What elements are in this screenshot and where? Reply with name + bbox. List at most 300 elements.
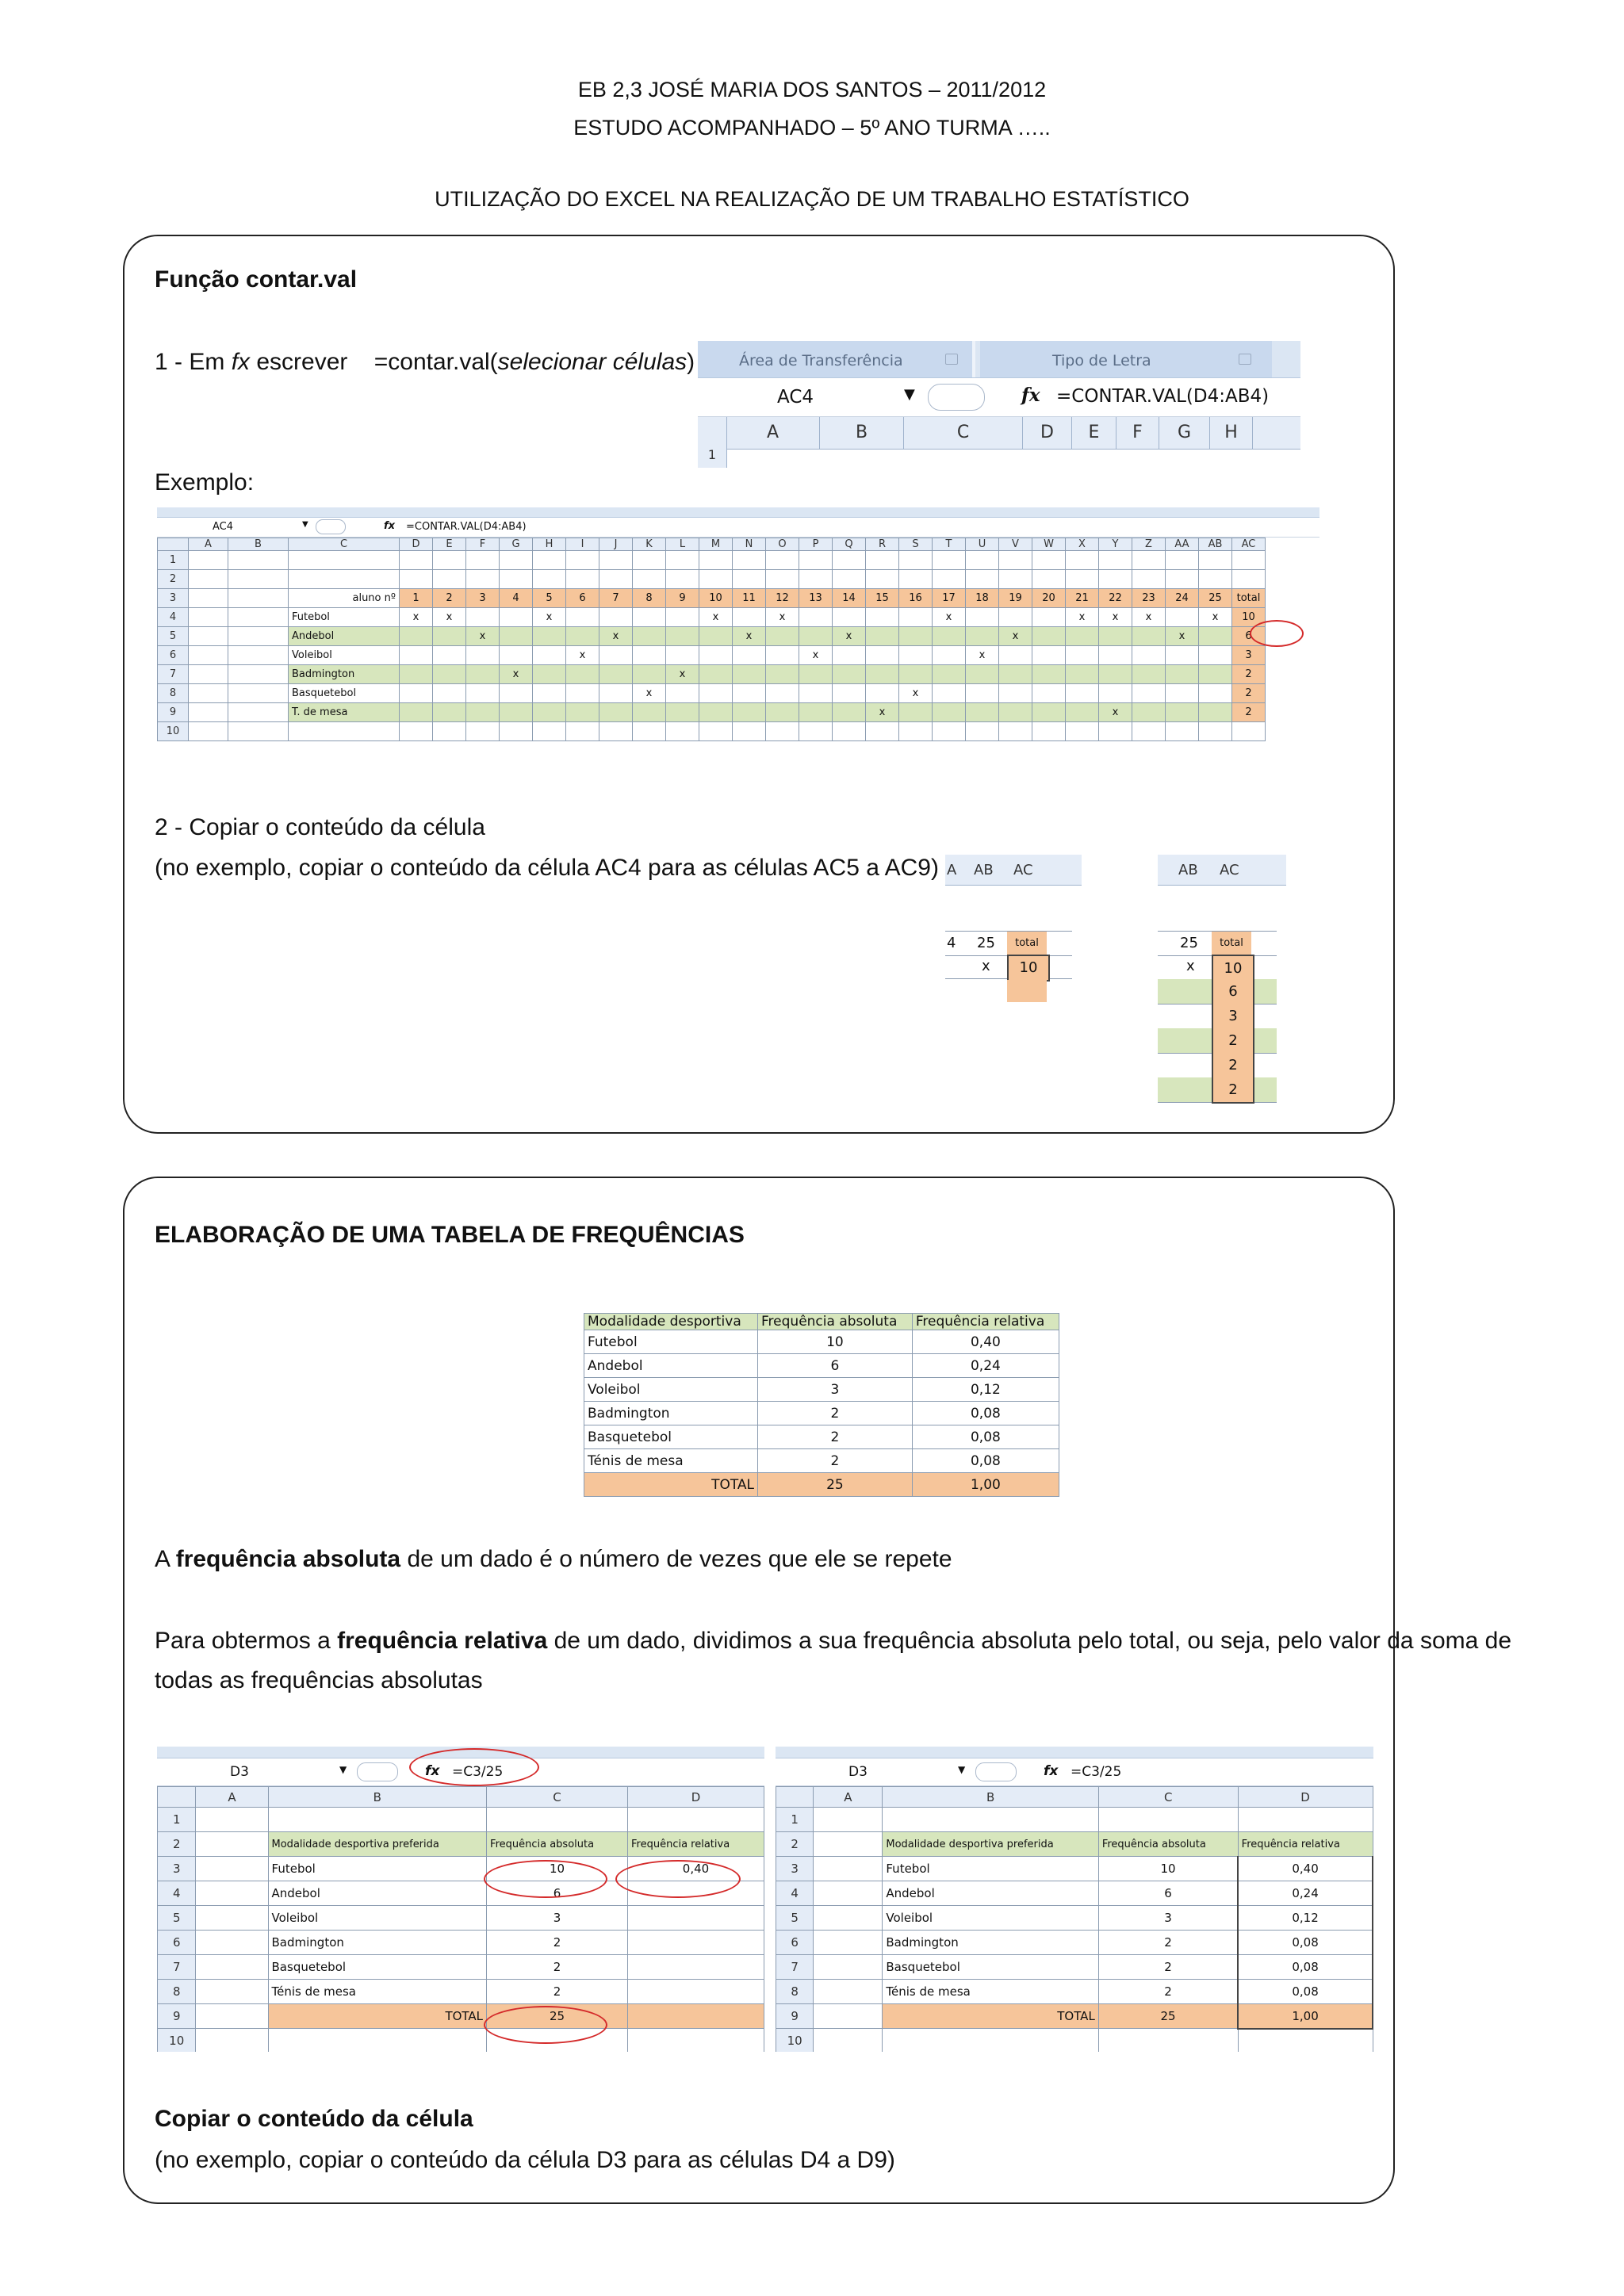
- cell[interactable]: [599, 570, 633, 589]
- column-header[interactable]: B: [268, 1787, 487, 1808]
- cell[interactable]: [189, 589, 228, 608]
- cell[interactable]: [814, 2004, 883, 2029]
- cell[interactable]: 2: [1098, 1931, 1238, 1955]
- cell[interactable]: [228, 646, 289, 665]
- cell[interactable]: [933, 684, 966, 703]
- cell[interactable]: 3: [1098, 1906, 1238, 1931]
- cell[interactable]: [999, 551, 1032, 570]
- cell[interactable]: [400, 684, 433, 703]
- row-header[interactable]: 2: [158, 570, 189, 589]
- cell[interactable]: [1199, 684, 1232, 703]
- cell[interactable]: [633, 608, 666, 627]
- cell[interactable]: 17: [933, 589, 966, 608]
- fx-icon[interactable]: fx: [1021, 385, 1040, 406]
- cell[interactable]: [1132, 551, 1166, 570]
- column-header[interactable]: J: [599, 538, 633, 551]
- cell[interactable]: [1199, 551, 1232, 570]
- row-header[interactable]: 5: [158, 1906, 196, 1931]
- cell[interactable]: [799, 551, 833, 570]
- cell[interactable]: [189, 608, 228, 627]
- column-header[interactable]: H: [1210, 417, 1253, 449]
- cell[interactable]: [733, 570, 766, 589]
- cell[interactable]: [833, 722, 866, 741]
- cell[interactable]: [1099, 570, 1132, 589]
- cell[interactable]: [666, 703, 699, 722]
- cell-mark[interactable]: x: [533, 608, 566, 627]
- cell[interactable]: 6: [1098, 1881, 1238, 1906]
- cell[interactable]: [1032, 570, 1066, 589]
- cell[interactable]: 25: [1180, 935, 1198, 951]
- cell[interactable]: [566, 551, 599, 570]
- cell-mark[interactable]: x: [500, 665, 533, 684]
- column-header[interactable]: AC: [1013, 862, 1033, 878]
- cell-total[interactable]: 3: [1232, 646, 1266, 665]
- column-header[interactable]: D: [400, 538, 433, 551]
- cell[interactable]: Voleibol: [883, 1906, 1098, 1931]
- cell[interactable]: [999, 570, 1032, 589]
- cell[interactable]: [933, 646, 966, 665]
- cell[interactable]: [400, 627, 433, 646]
- cell[interactable]: [1132, 646, 1166, 665]
- name-box[interactable]: D3: [230, 1764, 249, 1780]
- fx-icon[interactable]: fx: [425, 1763, 440, 1779]
- cell[interactable]: 0,24: [1238, 1881, 1373, 1906]
- cell[interactable]: [699, 722, 733, 741]
- column-header[interactable]: I: [566, 538, 599, 551]
- cell-mark[interactable]: x: [733, 627, 766, 646]
- row-header[interactable]: 4: [776, 1881, 814, 1906]
- cell[interactable]: 14: [833, 589, 866, 608]
- column-header[interactable]: AC: [1220, 862, 1239, 878]
- cell[interactable]: [466, 646, 500, 665]
- row-header[interactable]: 3: [158, 589, 189, 608]
- table-header[interactable]: Frequência absoluta: [1098, 1832, 1238, 1857]
- cell[interactable]: [633, 570, 666, 589]
- cell[interactable]: [814, 1857, 883, 1881]
- name-box[interactable]: D3: [848, 1764, 868, 1780]
- cell-mark[interactable]: x: [433, 608, 466, 627]
- cell[interactable]: [999, 722, 1032, 741]
- cell[interactable]: [866, 665, 899, 684]
- cell[interactable]: [196, 1980, 268, 2004]
- chevron-down-icon[interactable]: ▼: [302, 520, 308, 529]
- cell[interactable]: [666, 722, 699, 741]
- cell[interactable]: [400, 665, 433, 684]
- cell[interactable]: [1032, 703, 1066, 722]
- row-header[interactable]: 3: [776, 1857, 814, 1881]
- cell[interactable]: [433, 627, 466, 646]
- cell[interactable]: [1166, 646, 1199, 665]
- cell[interactable]: [268, 2029, 487, 2053]
- cell[interactable]: [228, 665, 289, 684]
- cell[interactable]: x: [982, 958, 990, 974]
- cell[interactable]: [814, 1906, 883, 1931]
- cell[interactable]: [1166, 608, 1199, 627]
- cell[interactable]: 10: [699, 589, 733, 608]
- column-header[interactable]: F: [466, 538, 500, 551]
- column-header[interactable]: D: [1238, 1787, 1373, 1808]
- cell-total-label[interactable]: total: [1007, 932, 1047, 955]
- cell[interactable]: [766, 684, 799, 703]
- cell[interactable]: [400, 551, 433, 570]
- column-header[interactable]: D: [628, 1787, 764, 1808]
- cell[interactable]: [1066, 627, 1099, 646]
- cell[interactable]: [500, 570, 533, 589]
- column-header[interactable]: C: [904, 417, 1023, 449]
- cell[interactable]: [1132, 684, 1166, 703]
- cell[interactable]: [400, 703, 433, 722]
- cell-total[interactable]: 2: [1232, 684, 1266, 703]
- cell[interactable]: [799, 684, 833, 703]
- cell[interactable]: [189, 665, 228, 684]
- cell[interactable]: [833, 551, 866, 570]
- cell[interactable]: [466, 608, 500, 627]
- cell[interactable]: [466, 722, 500, 741]
- cell[interactable]: [1166, 722, 1199, 741]
- cell[interactable]: [1098, 1808, 1238, 1832]
- cell-sport-name[interactable]: T. de mesa: [289, 703, 400, 722]
- cell[interactable]: [196, 1955, 268, 1980]
- cell[interactable]: [566, 703, 599, 722]
- cell-total[interactable]: 10: [1232, 608, 1266, 627]
- cell[interactable]: 13: [799, 589, 833, 608]
- column-header[interactable]: M: [699, 538, 733, 551]
- column-header[interactable]: A: [189, 538, 228, 551]
- cell[interactable]: [766, 570, 799, 589]
- cell[interactable]: [566, 722, 599, 741]
- formula-bar-toggle[interactable]: [975, 1762, 1017, 1781]
- cell[interactable]: [666, 551, 699, 570]
- row-header[interactable]: 5: [776, 1906, 814, 1931]
- cell[interactable]: [933, 722, 966, 741]
- cell[interactable]: [566, 608, 599, 627]
- cell[interactable]: [533, 627, 566, 646]
- column-header[interactable]: G: [1159, 417, 1210, 449]
- cell-total[interactable]: 2: [1212, 1053, 1254, 1077]
- cell[interactable]: [500, 684, 533, 703]
- cell[interactable]: [633, 722, 666, 741]
- cell[interactable]: 6: [566, 589, 599, 608]
- cell[interactable]: [699, 551, 733, 570]
- cell[interactable]: [799, 722, 833, 741]
- cell-total[interactable]: 2: [1212, 1028, 1254, 1053]
- cell[interactable]: [1132, 627, 1166, 646]
- cell[interactable]: [189, 684, 228, 703]
- cell[interactable]: [1199, 627, 1232, 646]
- cell[interactable]: [189, 646, 228, 665]
- column-header[interactable]: AB: [1199, 538, 1232, 551]
- cell[interactable]: 0,40: [1238, 1857, 1373, 1881]
- column-header[interactable]: G: [500, 538, 533, 551]
- formula-text[interactable]: =C3/25: [1071, 1764, 1122, 1780]
- cell[interactable]: [500, 646, 533, 665]
- cell[interactable]: [1032, 551, 1066, 570]
- cell[interactable]: [833, 665, 866, 684]
- cell[interactable]: Futebol: [883, 1857, 1098, 1881]
- cell[interactable]: [228, 703, 289, 722]
- cell[interactable]: [666, 570, 699, 589]
- column-header[interactable]: C: [289, 538, 400, 551]
- cell[interactable]: Basquetebol: [883, 1955, 1098, 1980]
- cell[interactable]: [666, 627, 699, 646]
- cell[interactable]: [400, 646, 433, 665]
- column-header[interactable]: E: [433, 538, 466, 551]
- cell-sport-name[interactable]: Voleibol: [289, 646, 400, 665]
- cell[interactable]: [1132, 703, 1166, 722]
- cell[interactable]: [883, 2029, 1098, 2053]
- cell[interactable]: [899, 608, 933, 627]
- cell-total[interactable]: 2: [1232, 703, 1266, 722]
- cell[interactable]: [1066, 646, 1099, 665]
- cell[interactable]: [1066, 665, 1099, 684]
- cell[interactable]: [228, 684, 289, 703]
- cell[interactable]: 8: [633, 589, 666, 608]
- cell[interactable]: [289, 570, 400, 589]
- column-header[interactable]: Z: [1132, 538, 1166, 551]
- cell[interactable]: Badmington: [883, 1931, 1098, 1955]
- cell[interactable]: [633, 551, 666, 570]
- cell[interactable]: Andebol: [883, 1881, 1098, 1906]
- row-header[interactable]: 10: [776, 2029, 814, 2053]
- cell[interactable]: [599, 684, 633, 703]
- table-total-cell[interactable]: 25: [1098, 2004, 1238, 2029]
- cell[interactable]: [1032, 608, 1066, 627]
- formula-bar-toggle[interactable]: [928, 384, 985, 411]
- cell[interactable]: 21: [1066, 589, 1099, 608]
- cell[interactable]: [599, 646, 633, 665]
- row-header[interactable]: 10: [158, 2029, 196, 2053]
- cell-total[interactable]: 10: [1212, 955, 1254, 981]
- cell[interactable]: [196, 1881, 268, 1906]
- row-header[interactable]: 4: [158, 1881, 196, 1906]
- column-header[interactable]: H: [533, 538, 566, 551]
- column-header[interactable]: A: [726, 417, 820, 449]
- table-total-cell[interactable]: TOTAL: [268, 2004, 487, 2029]
- row-header[interactable]: 7: [776, 1955, 814, 1980]
- cell[interactable]: [966, 665, 999, 684]
- cell[interactable]: [733, 722, 766, 741]
- cell[interactable]: [628, 1955, 764, 1980]
- column-header[interactable]: U: [966, 538, 999, 551]
- cell[interactable]: [833, 646, 866, 665]
- cell[interactable]: 0,12: [1238, 1906, 1373, 1931]
- cell[interactable]: 0,08: [1238, 1980, 1373, 2004]
- cell[interactable]: [1166, 551, 1199, 570]
- cell[interactable]: [766, 703, 799, 722]
- cell[interactable]: [866, 646, 899, 665]
- cell[interactable]: [196, 1808, 268, 1832]
- cell[interactable]: [1066, 703, 1099, 722]
- cell[interactable]: 15: [866, 589, 899, 608]
- cell[interactable]: 7: [599, 589, 633, 608]
- cell[interactable]: [933, 570, 966, 589]
- cell[interactable]: [1066, 551, 1099, 570]
- cell[interactable]: [1238, 1808, 1373, 1832]
- chevron-down-icon[interactable]: ▼: [958, 1764, 966, 1775]
- cell[interactable]: [599, 703, 633, 722]
- column-header[interactable]: X: [1066, 538, 1099, 551]
- row-header[interactable]: 1: [158, 1808, 196, 1832]
- cell-mark[interactable]: x: [1132, 608, 1166, 627]
- row-header[interactable]: 1: [776, 1808, 814, 1832]
- cell[interactable]: [433, 703, 466, 722]
- cell[interactable]: x: [1186, 958, 1195, 974]
- cell[interactable]: [866, 608, 899, 627]
- cell[interactable]: [866, 570, 899, 589]
- cell[interactable]: [566, 684, 599, 703]
- cell[interactable]: [1132, 570, 1166, 589]
- row-header[interactable]: 4: [158, 608, 189, 627]
- cell[interactable]: [400, 570, 433, 589]
- cell[interactable]: 1: [400, 589, 433, 608]
- cell[interactable]: 22: [1099, 589, 1132, 608]
- cell[interactable]: [599, 665, 633, 684]
- cell[interactable]: [766, 551, 799, 570]
- row-header[interactable]: 9: [158, 2004, 196, 2029]
- column-header[interactable]: Q: [833, 538, 866, 551]
- column-header[interactable]: L: [666, 538, 699, 551]
- cell[interactable]: [833, 684, 866, 703]
- cell[interactable]: [466, 570, 500, 589]
- cell[interactable]: [228, 551, 289, 570]
- cell[interactable]: [228, 570, 289, 589]
- cell[interactable]: 3: [466, 589, 500, 608]
- cell[interactable]: [799, 570, 833, 589]
- table-total-cell[interactable]: [628, 2004, 764, 2029]
- cell-total[interactable]: 6: [1212, 979, 1254, 1004]
- chevron-down-icon[interactable]: ▼: [339, 1764, 347, 1775]
- cell[interactable]: [487, 1808, 628, 1832]
- cell[interactable]: [733, 608, 766, 627]
- cell[interactable]: [633, 703, 666, 722]
- cell[interactable]: 0,08: [1238, 1955, 1373, 1980]
- cell[interactable]: [1066, 722, 1099, 741]
- cell[interactable]: [866, 722, 899, 741]
- cell[interactable]: [766, 627, 799, 646]
- cell[interactable]: [196, 1931, 268, 1955]
- cell[interactable]: [799, 703, 833, 722]
- select-all-corner[interactable]: [158, 1787, 196, 1808]
- cell[interactable]: [733, 703, 766, 722]
- cell[interactable]: [899, 646, 933, 665]
- column-header[interactable]: C: [1098, 1787, 1238, 1808]
- cell-mark[interactable]: x: [833, 627, 866, 646]
- column-header[interactable]: AC: [1232, 538, 1266, 551]
- cell[interactable]: [699, 570, 733, 589]
- column-header[interactable]: N: [733, 538, 766, 551]
- cell-mark[interactable]: x: [999, 627, 1032, 646]
- row-header[interactable]: 1: [158, 551, 189, 570]
- cell[interactable]: [814, 1931, 883, 1955]
- column-header[interactable]: K: [633, 538, 666, 551]
- table-total-cell[interactable]: 25: [487, 2004, 628, 2029]
- cell[interactable]: [1199, 570, 1232, 589]
- cell[interactable]: [1032, 722, 1066, 741]
- cell[interactable]: [1238, 2029, 1373, 2053]
- cell[interactable]: [228, 722, 289, 741]
- cell[interactable]: [599, 722, 633, 741]
- table-total-cell[interactable]: 1,00: [1238, 2004, 1373, 2029]
- cell[interactable]: [814, 1955, 883, 1980]
- formula-text[interactable]: =CONTAR.VAL(D4:AB4): [1056, 386, 1270, 407]
- cell[interactable]: [799, 608, 833, 627]
- cell[interactable]: [228, 589, 289, 608]
- cell[interactable]: [500, 551, 533, 570]
- cell-mark[interactable]: x: [1199, 608, 1232, 627]
- cell-mark[interactable]: x: [899, 684, 933, 703]
- cell-mark[interactable]: x: [699, 608, 733, 627]
- cell[interactable]: [966, 722, 999, 741]
- cell[interactable]: 23: [1132, 589, 1166, 608]
- cell[interactable]: [899, 722, 933, 741]
- cell[interactable]: [633, 665, 666, 684]
- cell[interactable]: [1099, 684, 1132, 703]
- cell[interactable]: [999, 646, 1032, 665]
- cell-sport-name[interactable]: Basquetebol: [289, 684, 400, 703]
- cell[interactable]: 12: [766, 589, 799, 608]
- cell[interactable]: [933, 627, 966, 646]
- cell[interactable]: [1032, 627, 1066, 646]
- cell[interactable]: [833, 703, 866, 722]
- cell[interactable]: [566, 570, 599, 589]
- cell[interactable]: [814, 1980, 883, 2004]
- cell-mark[interactable]: x: [1099, 608, 1132, 627]
- cell[interactable]: [766, 646, 799, 665]
- table-header[interactable]: Frequência relativa: [628, 1832, 764, 1857]
- cell[interactable]: [883, 1808, 1098, 1832]
- fx-icon[interactable]: fx: [384, 520, 396, 532]
- cell-total[interactable]: 3: [1212, 1004, 1254, 1028]
- row-header[interactable]: 1: [698, 447, 727, 468]
- cell[interactable]: [766, 722, 799, 741]
- row-header[interactable]: 6: [158, 1931, 196, 1955]
- cell[interactable]: [1098, 2029, 1238, 2053]
- cell[interactable]: [999, 665, 1032, 684]
- cell[interactable]: [999, 703, 1032, 722]
- cell[interactable]: [1166, 665, 1199, 684]
- cell[interactable]: [400, 722, 433, 741]
- cell[interactable]: [899, 570, 933, 589]
- cell-mark[interactable]: x: [966, 646, 999, 665]
- cell-aluno-label[interactable]: aluno nº: [289, 589, 400, 608]
- cell[interactable]: [566, 665, 599, 684]
- name-box[interactable]: AC4: [213, 521, 234, 533]
- cell[interactable]: [933, 703, 966, 722]
- cell[interactable]: [1132, 665, 1166, 684]
- table-header[interactable]: Modalidade desportiva preferida: [268, 1832, 487, 1857]
- row-header[interactable]: 7: [158, 665, 189, 684]
- column-header[interactable]: C: [487, 1787, 628, 1808]
- cell[interactable]: [666, 646, 699, 665]
- cell[interactable]: 18: [966, 589, 999, 608]
- column-header[interactable]: AB: [1178, 862, 1198, 878]
- cell[interactable]: [1099, 665, 1132, 684]
- cell[interactable]: [1066, 570, 1099, 589]
- cell[interactable]: 11: [733, 589, 766, 608]
- row-header[interactable]: 2: [158, 1832, 196, 1857]
- table-header[interactable]: Modalidade desportiva preferida: [883, 1832, 1098, 1857]
- name-box[interactable]: AC4: [777, 387, 814, 408]
- cell-total[interactable]: 10: [1007, 955, 1050, 982]
- cell[interactable]: [733, 646, 766, 665]
- cell[interactable]: [899, 627, 933, 646]
- cell[interactable]: Andebol: [268, 1881, 487, 1906]
- column-header[interactable]: AB: [974, 862, 994, 878]
- cell[interactable]: [466, 665, 500, 684]
- row-header[interactable]: 7: [158, 1955, 196, 1980]
- cell[interactable]: [533, 646, 566, 665]
- cell[interactable]: [833, 570, 866, 589]
